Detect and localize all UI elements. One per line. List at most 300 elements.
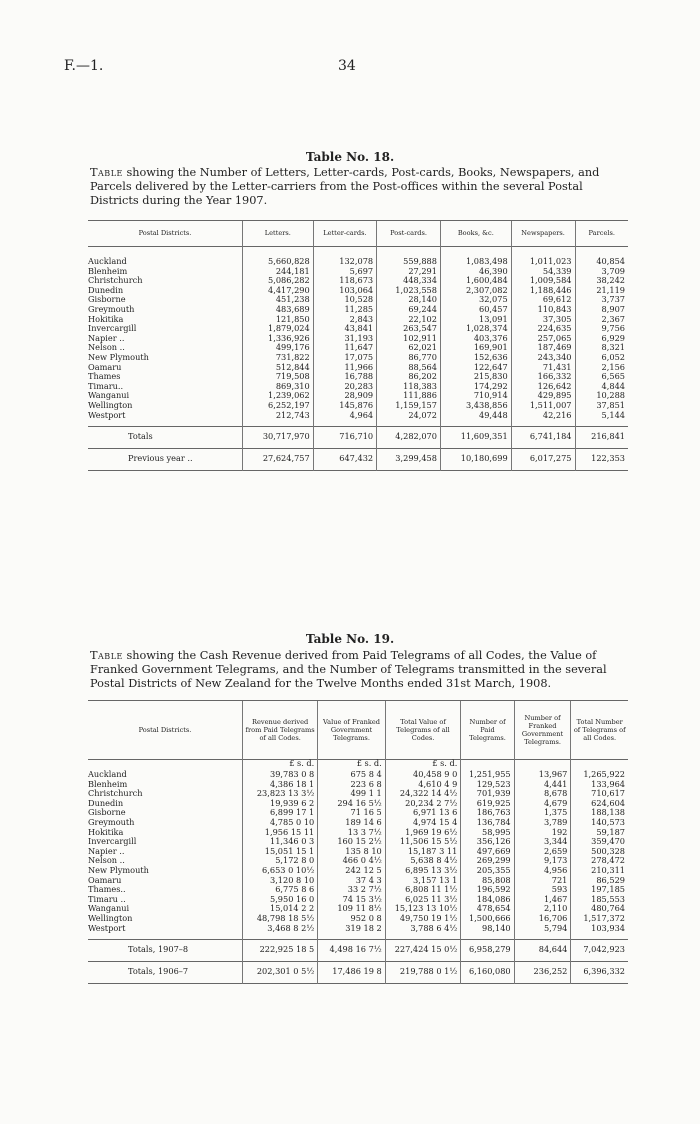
table19-value-cell: 2,110 <box>514 904 571 914</box>
table18-value-cell: 8,907 <box>575 305 628 315</box>
table18-district-cell: Westport <box>88 409 126 420</box>
table18-district-cell: Hokitika <box>88 313 124 324</box>
page-number: 34 <box>338 58 356 74</box>
table19-previous-row <box>88 961 628 983</box>
table18-caption <box>90 166 626 208</box>
table18-value-cell: 244,181 <box>243 267 314 277</box>
table18-value-cell: 499,176 <box>243 343 314 353</box>
table18-value-cell: 212,743 <box>243 411 314 421</box>
table18-previous-value: 647,432 <box>313 448 376 470</box>
table19-col-header: Number of Franked Government Telegrams. <box>514 701 571 758</box>
table18-value-cell: 166,332 <box>511 372 575 382</box>
table19-value-cell: 3,468 8 2½ <box>243 924 318 934</box>
table18-value-cell: 122,647 <box>440 363 511 373</box>
table19-col-header: Number of Paid Telegrams. <box>461 701 514 758</box>
table19-value-cell: 1,956 15 11 <box>243 828 318 838</box>
table19-previous-label: Totals, 1906–7 <box>128 966 189 977</box>
page-header-left: F.—1. <box>64 58 104 74</box>
table19-value-cell: 13 3 7½ <box>318 828 385 838</box>
table19-previous-value: 6,396,332 <box>571 961 628 983</box>
table18-value-cell: 118,673 <box>313 276 376 286</box>
table18-value-cell: 5,086,282 <box>243 276 314 286</box>
table18-value-cell: 42,216 <box>511 411 575 421</box>
table18-district-cell: Wanganui <box>88 390 130 401</box>
table18-value-cell: 512,844 <box>243 363 314 373</box>
table19-district-cell: Thames.. <box>88 884 126 895</box>
table19-value-cell: 33 2 7½ <box>318 885 385 895</box>
table18-col-header: Parcels. <box>575 221 628 245</box>
table18-col-header: Newspapers. <box>511 221 575 245</box>
table19-totals-row <box>88 939 628 961</box>
table18-previous-value: 27,624,757 <box>243 448 314 470</box>
table18-district-cell: Dunedin <box>88 284 124 295</box>
table18-district-cell: Nelson .. <box>88 342 125 353</box>
table19-value-cell: 4,386 18 1 <box>243 780 318 790</box>
table18-value-cell: 710,914 <box>440 391 511 401</box>
table18-totals-row <box>88 426 628 448</box>
table18-district-cell: Thames <box>88 371 121 382</box>
table18-value-cell: 1,023,558 <box>377 286 441 296</box>
table19-value-cell: 20,234 2 7½ <box>385 799 461 809</box>
table19-value-cell: 3,120 8 10 <box>243 876 318 886</box>
table18-totals-value: 716,710 <box>313 426 376 448</box>
table19-value-cell: 480,764 <box>571 904 628 914</box>
table18-previous-value: 6,017,275 <box>511 448 575 470</box>
table19-value-cell: 6,653 0 10½ <box>243 866 318 876</box>
table19-district-cell: Timaru .. <box>88 893 126 904</box>
table18-value-cell: 174,292 <box>440 382 511 392</box>
table18-value-cell: 11,966 <box>313 363 376 373</box>
table18-value-cell: 110,843 <box>511 305 575 315</box>
table19-value-cell: 98,140 <box>461 924 514 934</box>
table18-value-cell: 21,119 <box>575 286 628 296</box>
table18-col-header: Post-cards. <box>377 221 441 245</box>
table18-caption-lead: Table <box>90 166 123 179</box>
table18-value-cell: 215,830 <box>440 372 511 382</box>
table19-value-cell: 356,126 <box>461 837 514 847</box>
table19-value-cell: 86,529 <box>571 876 628 886</box>
table19-value-cell: 223 6 8 <box>318 780 385 790</box>
table18-previous-value: 122,353 <box>575 448 628 470</box>
table19-value-cell: 3,788 6 4½ <box>385 924 461 934</box>
table18-value-cell: 2,307,082 <box>440 286 511 296</box>
table19-value-cell: 133,964 <box>571 780 628 790</box>
table19-district-cell: Wellington <box>88 912 133 923</box>
table18-district-cell: Timaru.. <box>88 380 124 391</box>
table19-value-cell: 39,783 0 8 <box>243 770 318 780</box>
table18-value-cell: 5,697 <box>313 267 376 277</box>
table19-value-cell: 4,785 0 10 <box>243 818 318 828</box>
table18-value-cell: 10,528 <box>313 295 376 305</box>
table19-value-cell: 160 15 2½ <box>318 837 385 847</box>
table19-value-cell: 11,506 15 5½ <box>385 837 461 847</box>
table18-value-cell: 9,756 <box>575 324 628 334</box>
table19-previous-value: 236,252 <box>514 961 571 983</box>
table19-col-header: Total Value of Telegrams of all Codes. <box>385 701 461 758</box>
table19-value-cell: 1,251,955 <box>461 770 514 780</box>
table18-value-cell: 27,291 <box>377 267 441 277</box>
table19-previous-value: 202,301 0 5½ <box>243 961 318 983</box>
table19-value-cell: 952 0 8 <box>318 914 385 924</box>
table19-value-cell: 294 16 5½ <box>318 799 385 809</box>
table19-value-cell: 15,051 15 1 <box>243 847 318 857</box>
table18-district-cell: Napier .. <box>88 332 125 343</box>
table19-value-cell: 196,592 <box>461 885 514 895</box>
table19-value-cell: 49,750 19 1½ <box>385 914 461 924</box>
table19-value-cell: 701,939 <box>461 789 514 799</box>
table18-value-cell: 1,879,024 <box>243 324 314 334</box>
table19-district-cell: Invercargill <box>88 836 137 847</box>
table18-district-cell: Blenheim <box>88 265 128 276</box>
table18-value-cell: 43,841 <box>313 324 376 334</box>
table18-value-cell: 24,072 <box>377 411 441 421</box>
table19-value-cell: 23,823 13 3½ <box>243 789 318 799</box>
table19-value-cell: 1,467 <box>514 895 571 905</box>
table18-district-cell: Christchurch <box>88 275 143 286</box>
table18-value-cell: 429,895 <box>511 391 575 401</box>
table18-value-cell: 60,457 <box>440 305 511 315</box>
table19-district-cell: Oamaru <box>88 874 122 885</box>
table18-value-cell: 1,009,584 <box>511 276 575 286</box>
table18-value-cell: 102,911 <box>377 334 441 344</box>
table18-value-cell: 38,242 <box>575 276 628 286</box>
table19-value-cell: 40,458 9 0 <box>385 770 461 780</box>
table18-value-cell: 71,431 <box>511 363 575 373</box>
table19-district-cell: Dunedin <box>88 797 124 808</box>
table19-value-cell: 19,939 6 2 <box>243 799 318 809</box>
table18-value-cell: 46,390 <box>440 267 511 277</box>
table18-value-cell: 118,383 <box>377 382 441 392</box>
table19-value-cell: 6,775 8 6 <box>243 885 318 895</box>
table19-caption-text: showing the Cash Revenue derived from Paid Telegrams of all Codes, the Value of Franked Government Telegrams, and the Number of Telegrams transmitted in the several Postal Districts of New Zealand for the Twelve Months ended 31st March, 1908. <box>90 649 607 690</box>
table19-value-cell: 466 0 4½ <box>318 856 385 866</box>
table18-value-cell: 3,709 <box>575 267 628 277</box>
table19-value-cell: 210,311 <box>571 866 628 876</box>
table19-value-cell: 15,123 13 10½ <box>385 904 461 914</box>
table19-value-cell: 135 8 10 <box>318 847 385 857</box>
table19-value-cell: 1,375 <box>514 808 571 818</box>
table18-totals-value: 11,609,351 <box>440 426 511 448</box>
table19-value-cell: 205,355 <box>461 866 514 876</box>
table18-value-cell: 13,091 <box>440 315 511 325</box>
table19-value-cell: 5,638 8 4½ <box>385 856 461 866</box>
table19-value-cell: 48,798 18 5½ <box>243 914 318 924</box>
table19-value-cell: 497,669 <box>461 847 514 857</box>
table18-value-cell: 1,083,498 <box>440 257 511 267</box>
table18-header-row <box>88 221 628 245</box>
table19-value-cell: 24,322 14 4½ <box>385 789 461 799</box>
table19-value-cell: 6,971 13 6 <box>385 808 461 818</box>
table19-value-cell: 1,517,372 <box>571 914 628 924</box>
table19-value-cell: 140,573 <box>571 818 628 828</box>
table19-value-cell: 478,654 <box>461 904 514 914</box>
table18-value-cell: 1,159,157 <box>377 401 441 411</box>
table18-value-cell: 3,737 <box>575 295 628 305</box>
table18-value-cell: 111,886 <box>377 391 441 401</box>
table18-value-cell: 152,636 <box>440 353 511 363</box>
table18-previous-row <box>88 448 628 470</box>
table19-previous-value: 219,788 0 1½ <box>385 961 461 983</box>
table19-value-cell: 242 12 5 <box>318 866 385 876</box>
table19-value-cell: 499 1 1 <box>318 789 385 799</box>
table18-col-header: Postal Districts. <box>138 229 192 237</box>
table19-value-cell: 500,328 <box>571 847 628 857</box>
table19-value-cell: 359,470 <box>571 837 628 847</box>
table19-value-cell: 6,808 11 1½ <box>385 885 461 895</box>
table19-value-cell: 5,794 <box>514 924 571 934</box>
table18-value-cell: 187,469 <box>511 343 575 353</box>
table18-value-cell: 1,188,446 <box>511 286 575 296</box>
table19-value-cell: 15,014 2 2 <box>243 904 318 914</box>
table19-district-cell: Napier .. <box>88 845 125 856</box>
table18-value-cell: 224,635 <box>511 324 575 334</box>
table18-value-cell: 32,075 <box>440 295 511 305</box>
table19-district-cell: Westport <box>88 922 126 933</box>
table18-value-cell: 31,193 <box>313 334 376 344</box>
table19-caption-lead: Table <box>90 649 123 662</box>
table18-district-cell: New Plymouth <box>88 351 149 362</box>
table19-value-cell: 624,604 <box>571 799 628 809</box>
table18-value-cell: 20,283 <box>313 382 376 392</box>
table18-value-cell: 719,508 <box>243 372 314 382</box>
table19-totals-value: 222,925 18 5 <box>243 939 318 961</box>
table19-value-cell: 109 11 8½ <box>318 904 385 914</box>
table19-value-cell: 675 8 4 <box>318 770 385 780</box>
table18-title: Table No. 18. <box>305 150 395 164</box>
table19-value-cell: 58,995 <box>461 828 514 838</box>
table19-totals-value: 227,424 15 0½ <box>385 939 461 961</box>
table18-value-cell: 243,340 <box>511 353 575 363</box>
table19-col-header: Revenue derived from Paid Telegrams of all Codes. <box>243 701 318 758</box>
table19-col-header: Value of Franked Government Telegrams. <box>318 701 385 758</box>
table19-district-cell: Gisborne <box>88 807 126 818</box>
table18-value-cell: 145,876 <box>313 401 376 411</box>
table18 <box>88 221 628 470</box>
table19-value-cell: 4,441 <box>514 780 571 790</box>
table19-value-cell: 8,678 <box>514 789 571 799</box>
table19-caption <box>90 649 626 691</box>
table19-totals-value: 84,644 <box>514 939 571 961</box>
table19-value-cell: 16,706 <box>514 914 571 924</box>
table18-district-cell: Greymouth <box>88 303 135 314</box>
table19-totals-value: 4,498 16 7½ <box>318 939 385 961</box>
table18-col-header: Letter-cards. <box>313 221 376 245</box>
table18-col-header: Books, &c. <box>440 221 511 245</box>
table19-value-cell: 5,950 16 0 <box>243 895 318 905</box>
table18-district-cell: Gisborne <box>88 294 126 305</box>
table19-value-cell: 74 15 3½ <box>318 895 385 905</box>
table18-value-cell: 10,288 <box>575 391 628 401</box>
table19-value-cell: 71 16 5 <box>318 808 385 818</box>
table18-value-cell: 88,564 <box>377 363 441 373</box>
table19-value-cell: 129,523 <box>461 780 514 790</box>
table18-value-cell: 28,909 <box>313 391 376 401</box>
table19-district-cell: Greymouth <box>88 816 135 827</box>
table19 <box>88 701 628 983</box>
table18-totals-label: Totals <box>128 431 153 442</box>
table18-value-cell: 257,065 <box>511 334 575 344</box>
table18-value-cell: 5,660,828 <box>243 257 314 267</box>
table19-value-cell: 184,086 <box>461 895 514 905</box>
table19-district-cell: Christchurch <box>88 788 143 799</box>
table18-value-cell: 69,244 <box>377 305 441 315</box>
table19-value-cell: 319 18 2 <box>318 924 385 934</box>
table19-value-cell: 59,187 <box>571 828 628 838</box>
table18-col-header: Letters. <box>243 221 314 245</box>
table18-totals-value: 6,741,184 <box>511 426 575 448</box>
table18-district-cell: Oamaru <box>88 361 122 372</box>
table18-value-cell: 103,064 <box>313 286 376 296</box>
table18-value-cell: 8,321 <box>575 343 628 353</box>
table18-value-cell: 16,788 <box>313 372 376 382</box>
table19-district-cell: Blenheim <box>88 778 128 789</box>
table19-value-cell: 2,659 <box>514 847 571 857</box>
table18-totals-value: 216,841 <box>575 426 628 448</box>
table18-row <box>88 411 628 421</box>
table18-value-cell: 263,547 <box>377 324 441 334</box>
table19-value-cell: 185,553 <box>571 895 628 905</box>
table19-value-cell: 3,157 13 1 <box>385 876 461 886</box>
table19-value-cell: 710,617 <box>571 789 628 799</box>
table18-value-cell: 86,770 <box>377 353 441 363</box>
table18-value-cell: 49,448 <box>440 411 511 421</box>
table19-value-cell: 5,172 8 0 <box>243 856 318 866</box>
table18-value-cell: 2,843 <box>313 315 376 325</box>
table19-value-cell: 189 14 6 <box>318 818 385 828</box>
table18-value-cell: 6,252,197 <box>243 401 314 411</box>
table18-value-cell: 11,647 <box>313 343 376 353</box>
table19-value-cell: 1,969 19 6½ <box>385 828 461 838</box>
table19-totals-value: 7,042,923 <box>571 939 628 961</box>
table19-value-cell: 9,173 <box>514 856 571 866</box>
table18-value-cell: 559,888 <box>377 257 441 267</box>
table19-value-cell: 6,899 17 1 <box>243 808 318 818</box>
table18-value-cell: 169,901 <box>440 343 511 353</box>
table19-value-cell: 721 <box>514 876 571 886</box>
table18-district-cell: Auckland <box>88 256 127 266</box>
table18-value-cell: 3,438,856 <box>440 401 511 411</box>
table19-value-cell: 85,808 <box>461 876 514 886</box>
table19-value-cell: 11,346 0 3 <box>243 837 318 847</box>
table19-value-cell: 4,956 <box>514 866 571 876</box>
table19-value-cell: 3,344 <box>514 837 571 847</box>
table19-value-cell: 4,679 <box>514 799 571 809</box>
table18-caption-text: showing the Number of Letters, Letter-cards, Post-cards, Books, Newspapers, and Parcels delivered by the Letter-carriers from the Post-offices within the several Postal Districts during the Year 1907. <box>90 166 600 207</box>
table18-value-cell: 1,511,007 <box>511 401 575 411</box>
table19-value-cell: 1,500,666 <box>461 914 514 924</box>
table19-value-cell: 3,789 <box>514 818 571 828</box>
table18-value-cell: 483,689 <box>243 305 314 315</box>
table18-value-cell: 6,052 <box>575 353 628 363</box>
table19-value-cell: 619,925 <box>461 799 514 809</box>
table19-previous-value: 17,486 19 8 <box>318 961 385 983</box>
table18-value-cell: 121,850 <box>243 315 314 325</box>
table19-value-cell: 13,967 <box>514 770 571 780</box>
table19-totals-value: 6,958,279 <box>461 939 514 961</box>
table19-money-units: £ s. d. <box>432 758 458 769</box>
table19-value-cell: 186,763 <box>461 808 514 818</box>
table19-value-cell: 1,265,922 <box>571 770 628 780</box>
table18-value-cell: 40,854 <box>575 257 628 267</box>
table19-value-cell: 188,138 <box>571 808 628 818</box>
table18-value-cell: 448,334 <box>377 276 441 286</box>
table18-value-cell: 37,305 <box>511 315 575 325</box>
table19-value-cell: 6,895 13 3½ <box>385 866 461 876</box>
table18-previous-label: Previous year .. <box>128 453 193 464</box>
table18-value-cell: 1,600,484 <box>440 276 511 286</box>
table18-value-cell: 86,202 <box>377 372 441 382</box>
table19-row <box>88 924 628 934</box>
table18-value-cell: 11,285 <box>313 305 376 315</box>
table18-value-cell: 17,075 <box>313 353 376 363</box>
table19-value-cell: 6,025 11 3½ <box>385 895 461 905</box>
table19-col-header: Postal Districts. <box>138 725 192 734</box>
table19-value-cell: 37 4 3 <box>318 876 385 886</box>
table18-value-cell: 54,339 <box>511 267 575 277</box>
table18-value-cell: 22,102 <box>377 315 441 325</box>
table18-value-cell: 403,376 <box>440 334 511 344</box>
table18-district-cell: Wellington <box>88 399 133 410</box>
table18-value-cell: 126,642 <box>511 382 575 392</box>
table18-value-cell: 62,021 <box>377 343 441 353</box>
table19-value-cell: 197,185 <box>571 885 628 895</box>
table18-previous-value: 10,180,699 <box>440 448 511 470</box>
table18-district-cell: Invercargill <box>88 323 137 334</box>
table19-money-units: £ s. d. <box>289 758 315 769</box>
table18-totals-value: 30,717,970 <box>243 426 314 448</box>
table18-value-cell: 1,028,374 <box>440 324 511 334</box>
table19-district-cell: Nelson .. <box>88 855 125 866</box>
table18-value-cell: 4,417,290 <box>243 286 314 296</box>
table19-district-cell: New Plymouth <box>88 864 149 875</box>
table18-value-cell: 5,144 <box>575 411 628 421</box>
table18-value-cell: 132,078 <box>313 257 376 267</box>
table18-value-cell: 28,140 <box>377 295 441 305</box>
table19-previous-value: 6,160,080 <box>461 961 514 983</box>
table18-value-cell: 6,929 <box>575 334 628 344</box>
table18-value-cell: 2,367 <box>575 315 628 325</box>
table19-col-header: Total Number of Telegrams of all Codes. <box>571 701 628 758</box>
table18-value-cell: 731,822 <box>243 353 314 363</box>
table19-value-cell: 269,299 <box>461 856 514 866</box>
table18-value-cell: 869,310 <box>243 382 314 392</box>
table18-value-cell: 451,238 <box>243 295 314 305</box>
table19-district-cell: Auckland <box>88 769 127 779</box>
table18-value-cell: 1,239,062 <box>243 391 314 401</box>
table18-value-cell: 37,851 <box>575 401 628 411</box>
table19-value-cell: 4,610 4 9 <box>385 780 461 790</box>
table19-money-units: £ s. d. <box>356 758 382 769</box>
table18-value-cell: 1,011,023 <box>511 257 575 267</box>
table19-district-cell: Hokitika <box>88 826 124 837</box>
table19-value-cell: 15,187 3 11 <box>385 847 461 857</box>
table18-value-cell: 1,336,926 <box>243 334 314 344</box>
table18-previous-value: 3,299,458 <box>377 448 441 470</box>
table18-value-cell: 69,612 <box>511 295 575 305</box>
table19-value-cell: 4,974 15 4 <box>385 818 461 828</box>
table19-title: Table No. 19. <box>305 632 395 646</box>
table18-value-cell: 2,156 <box>575 363 628 373</box>
table19-value-cell: 278,472 <box>571 856 628 866</box>
table18-value-cell: 4,844 <box>575 382 628 392</box>
table19-header-row <box>88 701 628 758</box>
table18-totals-value: 4,282,070 <box>377 426 441 448</box>
table18-value-cell: 6,565 <box>575 372 628 382</box>
table19-value-cell: 593 <box>514 885 571 895</box>
table19-value-cell: 192 <box>514 828 571 838</box>
table19-district-cell: Wanganui <box>88 903 130 914</box>
table19-totals-label: Totals, 1907–8 <box>128 944 189 955</box>
